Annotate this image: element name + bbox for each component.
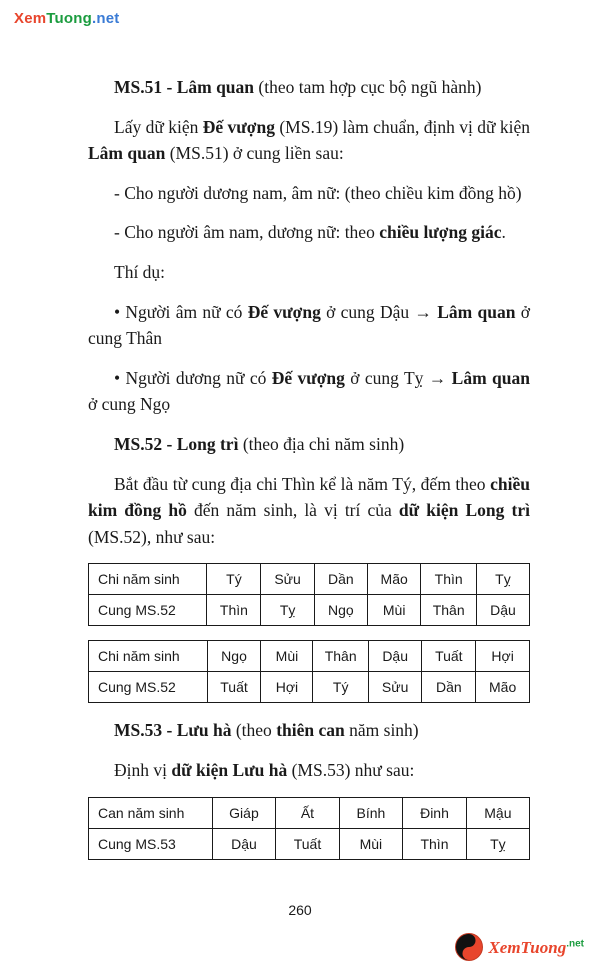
- heading-ms52-bold: MS.52 - Long trì: [114, 433, 239, 454]
- cell: Mão: [476, 672, 530, 703]
- cell: Giáp: [212, 797, 276, 828]
- ms51-intro-e: (MS.51) ở cung liền sau:: [165, 143, 344, 164]
- ms51-b2-e: ở cung Ngọ: [88, 394, 171, 415]
- cell: Hợi: [476, 641, 530, 672]
- cell: Mùi: [339, 828, 403, 859]
- cell: Dần: [422, 672, 476, 703]
- cell: Ất: [276, 797, 339, 828]
- ms51-dash2-b: chiều lượng giác: [379, 222, 502, 243]
- paragraph-ms53-intro: [88, 757, 530, 784]
- ms51-dash2-a: - Cho người âm nam, dương nữ: theo: [114, 222, 380, 243]
- heading-ms51-rest: (theo tam hợp cục bộ ngũ hành): [254, 77, 482, 97]
- table-ms52-part1: [88, 563, 530, 626]
- paragraph-ms51-dash1: - Cho người dương nam, âm nữ: (theo chiều kim đồng hồ): [114, 182, 522, 203]
- row-label: Chi năm sinh: [89, 641, 208, 672]
- heading-ms52-rest: (theo địa chi năm sinh): [238, 433, 405, 454]
- ms52-intro-e: (MS.52), như sau:: [88, 526, 216, 547]
- watermark-top: [14, 10, 119, 27]
- table-row: [89, 641, 530, 672]
- ms52-intro-d: dữ kiện Long trì: [398, 500, 530, 521]
- cell: Hợi: [261, 672, 313, 703]
- watermark-xem: Xem: [14, 10, 47, 27]
- ms51-b2-d: Lâm quan: [451, 367, 530, 388]
- page-content: [88, 74, 530, 874]
- cell: Ngọ: [314, 595, 367, 626]
- ms51-intro-a: Lấy dữ kiện: [114, 116, 203, 137]
- ms51-dash2-c: .: [501, 222, 506, 243]
- cell: Tỵ: [466, 828, 529, 859]
- cell: Sửu: [368, 672, 421, 703]
- paragraph-ms51-dash2: [88, 219, 530, 246]
- ms51-b2-b: Đế vượng: [271, 367, 345, 388]
- ms51-intro-c: (MS.19) làm chuẩn, định vị dữ kiện: [274, 116, 530, 137]
- logo-text: [488, 939, 584, 956]
- table-row: [89, 564, 530, 595]
- heading-ms53-a: MS.53 - Lưu hà: [114, 720, 232, 741]
- ms51-b1-c: ở cung Dậu →: [320, 301, 438, 322]
- logo-suffix: .net: [566, 937, 584, 949]
- cell: Bính: [339, 797, 403, 828]
- ms52-intro-c: đến năm sinh, là vị trí của: [186, 500, 399, 521]
- ms53-intro-b: dữ kiện Lưu hà: [171, 759, 288, 780]
- cell: Tuất: [207, 672, 261, 703]
- paragraph-ms52-intro: [88, 471, 530, 551]
- ms51-intro-b: Đế vượng: [202, 116, 275, 137]
- cell: Tý: [313, 672, 368, 703]
- cell: Tuất: [422, 641, 476, 672]
- cell: Mậu: [466, 797, 529, 828]
- table-row: [89, 595, 530, 626]
- cell: Tỵ: [476, 564, 529, 595]
- ms51-b2-a: • Người dương nữ có: [114, 367, 272, 388]
- cell: Mão: [367, 564, 421, 595]
- cell: Tý: [207, 564, 261, 595]
- paragraph-ms51-intro: [88, 114, 530, 167]
- cell: Dần: [314, 564, 367, 595]
- cell: Tuất: [276, 828, 339, 859]
- heading-ms52: [88, 431, 530, 458]
- watermark-net: .net: [92, 10, 120, 27]
- cell: Thìn: [403, 828, 467, 859]
- cell: Dậu: [476, 595, 529, 626]
- table-ms52-part2: [88, 640, 530, 703]
- row-label: Chi năm sinh: [89, 564, 207, 595]
- row-label: Cung MS.52: [89, 672, 208, 703]
- ms51-b1-d: Lâm quan: [437, 301, 516, 322]
- ms52-intro-a: Bắt đầu từ cung địa chi Thìn kể là năm Tý, đếm theo: [114, 473, 491, 494]
- page-number: 260: [288, 902, 312, 918]
- cell: Thìn: [207, 595, 261, 626]
- ms51-intro-d: Lâm quan: [88, 143, 166, 164]
- row-label: Cung MS.52: [89, 595, 207, 626]
- cell: Thân: [421, 595, 476, 626]
- cell: Tỵ: [261, 595, 314, 626]
- logo-xemtuong: [455, 933, 584, 961]
- heading-ms53-d: năm sinh): [344, 720, 419, 741]
- cell: Mùi: [367, 595, 421, 626]
- cell: Đinh: [403, 797, 467, 828]
- label-example: Thí dụ:: [114, 261, 166, 282]
- cell: Dậu: [212, 828, 276, 859]
- ms51-b2-c: ở cung Tỵ →: [344, 367, 452, 388]
- cell: Sửu: [261, 564, 314, 595]
- ms52-intro-b: chiều kim đồng hồ: [88, 473, 530, 521]
- ms51-b1-a: • Người âm nữ có: [114, 301, 248, 322]
- heading-ms51: [88, 74, 530, 101]
- table-row: [89, 672, 530, 703]
- heading-ms51-bold: MS.51 - Lâm quan: [114, 77, 255, 97]
- ms53-intro-a: Định vị: [114, 759, 172, 780]
- cell: Ngọ: [207, 641, 261, 672]
- bullet-ms51-1: [88, 299, 530, 352]
- cell: Mùi: [261, 641, 313, 672]
- ms53-intro-c: (MS.53) như sau:: [287, 759, 415, 780]
- row-label: Can năm sinh: [89, 797, 213, 828]
- row-label: Cung MS.53: [89, 828, 213, 859]
- cell: Thìn: [421, 564, 476, 595]
- table-row: [89, 797, 530, 828]
- ms51-b1-e: ở cung Thân: [88, 301, 530, 349]
- logo-word: XemTuong: [488, 937, 567, 957]
- heading-ms53-c: thiên can: [276, 720, 345, 741]
- cell: Dậu: [368, 641, 421, 672]
- cell: Thân: [313, 641, 368, 672]
- table-row: [89, 828, 530, 859]
- ms51-b1-b: Đế vượng: [247, 301, 321, 322]
- heading-ms53-b: (theo: [231, 720, 277, 741]
- table-ms53: [88, 797, 530, 860]
- bullet-ms51-2: [88, 365, 530, 418]
- heading-ms53: [88, 717, 530, 744]
- yin-yang-icon: [455, 933, 483, 961]
- watermark-tuong: Tuong: [46, 10, 92, 27]
